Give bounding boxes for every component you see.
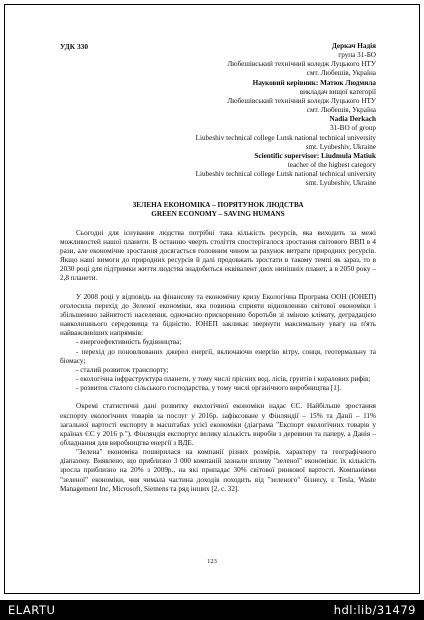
body-paragraph: - сталий розвиток транспорту; bbox=[76, 365, 169, 374]
author-line: teacher of the highest category bbox=[287, 161, 376, 170]
body-paragraph: "Зелена" економіка поширилася на компанії різних розмірів, характеру та географічного діапазону. Виявлено, що приблизно 3 000 компаній зазнали впливу "зеленої" економіки: їх кількість зросла приблизно на 20% з 2009р., на які припадає 30% світової ринкової вартості. Компаніями "зеленої" економіки, чия чимала частина доходів походить від "зеленого" бізнесу, є Tesla, Waste Management Inc, Microsoft, Siemens та ряд інших [2, с. 32]. bbox=[60, 448, 376, 493]
author-line: smt. Lyubeshiv, Ukraine bbox=[305, 142, 376, 151]
author-line: Деркач Надія bbox=[331, 42, 376, 50]
author-line: Любешівський технічний коледж Луцького НТУ bbox=[227, 60, 376, 69]
udk-code: УДК 330 bbox=[60, 42, 89, 51]
author-line: група 31-БО bbox=[338, 51, 376, 60]
document-page bbox=[60, 36, 376, 494]
author-line: Nadia Derkach bbox=[329, 115, 376, 124]
title-ukrainian: ЗЕЛЕНА ЕКОНОМІКА – ПОРЯТУНОК ЛЮДСТВА bbox=[132, 200, 304, 209]
page-number: 123 bbox=[207, 558, 217, 565]
author-line: Liubeshiv technical college Lutsk national technical university bbox=[195, 133, 376, 142]
footer-bar bbox=[0, 600, 424, 620]
author-line: smt. Lyubeshiv, Ukraine bbox=[305, 179, 376, 188]
author-block bbox=[60, 36, 376, 189]
spacer bbox=[60, 220, 376, 229]
paragraph-gap bbox=[60, 393, 376, 402]
author-line: викладач вищої категорії bbox=[299, 87, 376, 96]
body-paragraph: - енергоефективність будівництва; bbox=[76, 338, 182, 347]
title-english: GREEN ECONOMY – SAVING HUMANS bbox=[151, 210, 285, 219]
body-paragraph: Сьогодні для існування людства потрібні така кількість ресурсів, яка виходить за межі можливостей нашої планети. В останню чверть століття спостерігалося зростання світового ВВП в 4 рази, але економічне зростання досягається головним чином за рахунок витрати природних ресурсів. Якщо наші вимоги до природних ресурсів й далі продовжать зростати в такому темпі як зараз, то в 2030 році для підтримки життя людства знадобиться еквівалент двох нинішніх планет, а в 2050 року – 2,8 планети. bbox=[60, 228, 376, 283]
footer-handle[interactable]: hdl:lib/31479 bbox=[333, 603, 416, 617]
author-line: смт. Любешів, Україна bbox=[306, 69, 376, 78]
body-paragraph: - розвиток сталого сільського господарства, у тому числі органічного виробництва [1]. bbox=[76, 384, 342, 393]
body-paragraph: - екологічна інфраструктура планети, у тому числі прісних вод, лісів, грунтів і коралових рифів; bbox=[76, 375, 371, 384]
author-line: Любешівський технічний коледж Луцького НТУ bbox=[227, 96, 376, 105]
author-line: Науковий керівник: Матюк Людмила bbox=[252, 78, 376, 87]
author-line: Liubeshiv technical college Lutsk national technical university bbox=[195, 170, 376, 179]
author-line: 31-BO of group bbox=[330, 124, 376, 133]
body-paragraph: Окремі статистичні дані розвитку екологічної економіки надає ЄС. Найбільше зростання експорту екологічних товарів за послуг у 2016р. зафіксоване у Фінляндії – 15% та Данії – 11% загальної вартості експорту в масштабах усієї економіки (діаграма "Експорт екологічних товарів у країнах ЄС у 2016 р."). Фінляндія експортує велику кількість виробів з деревини та паперу, а Данія – обладнання для виробництва енергії з ВДЕ. bbox=[60, 402, 376, 447]
paragraph-gap bbox=[60, 284, 376, 293]
author-line: смт. Любешів, Україна bbox=[306, 106, 376, 115]
body-paragraph: У 2008 році у відповідь на фінансову та економічну кризу Екологічна Програма ООН (ЮНЕП) оголосила перехід до Зеленої економіки, яка повинна сприяти відновленню світової економіки і збільшенню зайнятості населення, одночасно прискоренню боротьби зі зміною клімату, деградацією навколишнього середовища та бідністю. ЮНЕП закликає звернути максимальну увагу на п'ять найважливіших напрямків: bbox=[60, 292, 376, 338]
body-paragraph: - перехід до поновлюваних джерел енергії, включаючи енергію вітру, сонця, геотермальну та біомасу; bbox=[60, 347, 376, 365]
article-title bbox=[60, 201, 376, 220]
footer-repository-name: ELARTU bbox=[8, 603, 56, 617]
author-line: Scientific supervisor: Liudmula Matiuk bbox=[254, 151, 376, 160]
article-body bbox=[60, 229, 376, 494]
